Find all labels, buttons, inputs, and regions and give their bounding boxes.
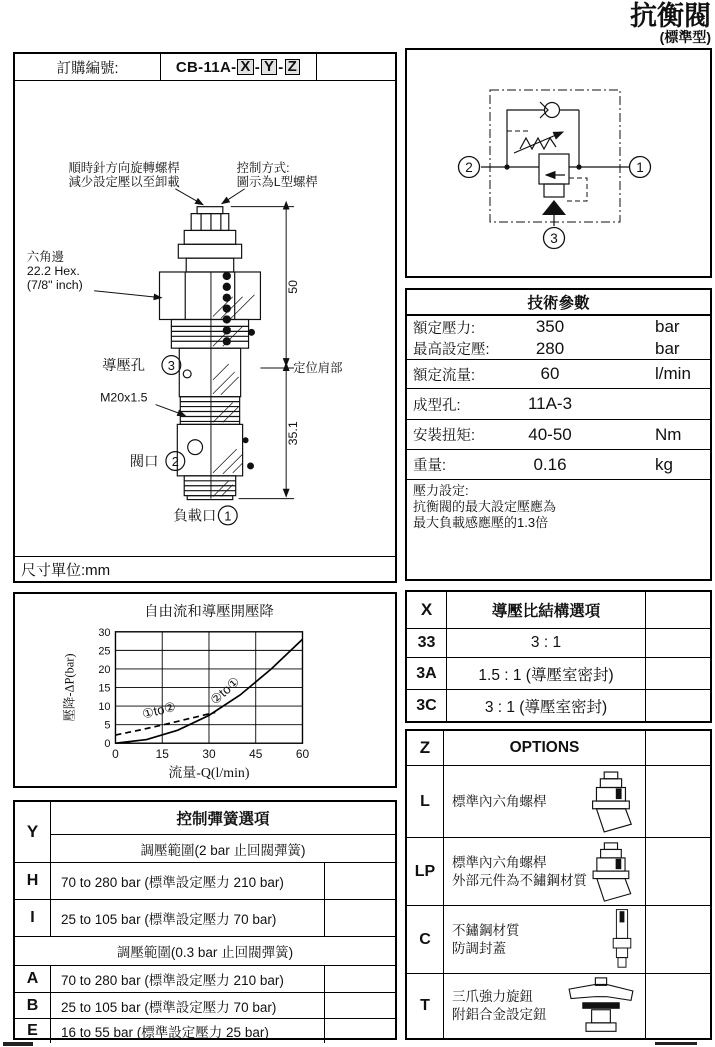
product-subtitle: (標準型) xyxy=(659,29,711,46)
annotation-hex xyxy=(27,249,162,298)
annotation-clockwise-note xyxy=(68,160,203,205)
y-row-h xyxy=(15,862,395,899)
tech-row-weight xyxy=(407,450,710,480)
page-title xyxy=(630,2,711,45)
y-row-i xyxy=(15,899,395,936)
y-subrange-03bar: 調壓範圍(0.3 bar 止回閥彈簧) xyxy=(15,936,395,965)
z-code: T xyxy=(407,974,444,1038)
y-table-header xyxy=(15,802,395,862)
y-tick-label: 5 xyxy=(104,719,111,732)
order-code-x: X xyxy=(237,59,253,75)
x-tick-label: 60 xyxy=(295,747,310,762)
tech-row-torque xyxy=(407,420,710,450)
option-l-illustration xyxy=(581,770,639,834)
y-tick-label: 10 xyxy=(98,701,111,714)
tech-value: 40-50 xyxy=(528,424,572,444)
y-desc: 25 to 105 bar (標準設定壓力 70 bar) xyxy=(51,993,325,1018)
hydraulic-schematic xyxy=(407,50,710,276)
order-number-row xyxy=(15,54,395,81)
y-desc: 70 to 280 bar (標準設定壓力 210 bar) xyxy=(51,863,325,899)
pressure-setting-note xyxy=(407,480,710,534)
y-code: A xyxy=(15,966,51,992)
dimension-50: 50 xyxy=(286,279,301,294)
y-tick-label: 0 xyxy=(104,738,111,751)
tech-label: 最高設定壓: xyxy=(413,342,490,358)
z-row-t xyxy=(407,973,710,1038)
z-table-title: OPTIONS xyxy=(444,731,646,765)
series-label: ②to① xyxy=(207,673,243,708)
z-code: LP xyxy=(407,838,444,905)
tech-value: 60 xyxy=(540,364,560,383)
x-code: 3A xyxy=(407,658,447,689)
product-title: 抗衡閥 xyxy=(630,1,711,31)
y-tick-label: 25 xyxy=(98,645,111,658)
y-code: E xyxy=(15,1019,51,1043)
y-empty-cell xyxy=(325,993,395,1018)
x-tick-label: 45 xyxy=(249,747,263,762)
x-desc: 1.5 : 1 (導壓室密封) xyxy=(447,658,646,689)
dimension-35-1: 35.1 xyxy=(286,421,301,446)
y-empty-cell xyxy=(325,863,395,899)
order-sep-1: - xyxy=(254,58,260,76)
tech-unit: kg xyxy=(655,454,673,474)
z-desc-line: 附鋁合金設定鈕 xyxy=(452,1007,547,1022)
y-code: I xyxy=(15,900,51,936)
pressure-drop-chart-panel xyxy=(13,592,397,788)
schematic-port-2: 2 xyxy=(465,160,473,175)
tech-unit: Nm xyxy=(655,424,682,444)
note-line: 壓力設定: xyxy=(413,483,469,498)
y-axis-label: 壓降-ΔP(bar) xyxy=(62,653,77,722)
z-row-l xyxy=(407,765,710,837)
tech-value: 350 xyxy=(535,317,565,336)
tech-label: 安裝扭矩: xyxy=(413,428,476,444)
order-empty-cell xyxy=(317,54,395,80)
option-t-illustration xyxy=(563,976,639,1036)
y-empty-cell xyxy=(325,966,395,992)
order-prefix: CB-11A- xyxy=(175,58,237,76)
series-label: ①to② xyxy=(140,698,178,722)
y-subrange-2bar: 調壓範圍(2 bar 止回閥彈簧) xyxy=(140,842,306,858)
pilot-ratio-table xyxy=(405,590,712,723)
z-empty-cell xyxy=(646,906,710,973)
valve-spring-balls xyxy=(223,272,255,470)
z-empty-cell xyxy=(646,838,710,905)
technical-parameters-panel xyxy=(405,288,712,581)
z-desc-line: 不鏽鋼材質 xyxy=(452,922,520,938)
x-empty-cell xyxy=(646,658,710,689)
hydraulic-schematic-panel xyxy=(405,48,712,278)
schematic-junctions xyxy=(504,164,581,215)
pilot-port-text: 導壓孔 xyxy=(102,357,146,374)
x-tick-label: 15 xyxy=(155,747,169,762)
x-table-title: 導壓比結構選項 xyxy=(447,592,646,628)
tech-pressure-group xyxy=(407,316,710,360)
load-port-label xyxy=(173,506,237,525)
y-empty-cell xyxy=(325,1019,395,1043)
y-table-code-header: Y xyxy=(15,802,51,862)
shoulder-label: 定位肩部 xyxy=(293,360,343,375)
x-code: 3C xyxy=(407,690,447,721)
schematic-port-1: 1 xyxy=(636,160,644,175)
valve-port-label xyxy=(130,452,185,471)
x-row-3a xyxy=(407,657,710,689)
z-empty-cell xyxy=(646,766,710,837)
y-desc: 25 to 105 bar (標準設定壓力 70 bar) xyxy=(51,900,325,936)
tech-unit: bar xyxy=(655,338,680,358)
thread-label xyxy=(100,391,185,416)
y-row-a xyxy=(15,965,395,992)
x-table-code-header: X xyxy=(407,592,447,628)
z-empty-cell xyxy=(646,974,710,1038)
pilot-port-label xyxy=(102,356,181,375)
z-table-code-header: Z xyxy=(407,731,444,765)
tech-row-rated-flow xyxy=(407,360,710,389)
load-port-text: 負載口 xyxy=(173,508,217,525)
x-empty-cell xyxy=(646,690,710,721)
hex-label-line2: 22.2 Hex. xyxy=(26,263,80,278)
y-row-b xyxy=(15,992,395,1018)
z-table-header xyxy=(407,731,710,765)
pilot-port-number: 3 xyxy=(167,357,175,373)
footer-artifact-left xyxy=(3,1042,33,1046)
z-desc-line: 標準內六角螺桿 xyxy=(452,793,547,809)
tech-value: 11A-3 xyxy=(527,394,573,413)
annotation-clockwise-line1: 順時針方向旋轉螺桿 xyxy=(68,161,180,176)
annotation-control-line2: 圖示為L型螺桿 xyxy=(236,174,318,189)
y-row-e xyxy=(15,1018,395,1043)
y-code: H xyxy=(15,863,51,899)
note-line: 最大負載感應壓的1.3倍 xyxy=(413,514,549,530)
tech-row-cavity xyxy=(407,389,710,420)
z-code: C xyxy=(407,906,444,973)
x-row-33 xyxy=(407,628,710,657)
x-empty-cell xyxy=(646,629,710,657)
control-spring-table xyxy=(13,800,397,1040)
x-tick-label: 30 xyxy=(202,747,216,762)
tech-unit: bar xyxy=(655,317,680,336)
valve-cross-section-drawing xyxy=(15,81,398,556)
chart-title: 自由流和導壓開壓降 xyxy=(144,603,274,620)
x-table-empty-col xyxy=(646,592,710,628)
x-row-3c xyxy=(407,689,710,721)
z-row-lp xyxy=(407,837,710,905)
dimension-unit-note: 尺寸單位:mm xyxy=(15,556,395,581)
z-row-c xyxy=(407,905,710,973)
x-code: 33 xyxy=(407,629,447,657)
z-desc xyxy=(444,974,646,1038)
tech-value: 0.16 xyxy=(533,454,567,474)
y-empty-cell xyxy=(325,900,395,936)
x-table-header xyxy=(407,592,710,628)
order-code-z: Z xyxy=(285,59,300,75)
hex-label-line1: 六角邊 xyxy=(26,250,64,265)
order-code-y: Y xyxy=(261,59,277,75)
footer-artifact-right xyxy=(655,1042,697,1045)
z-desc xyxy=(444,838,646,905)
z-desc xyxy=(444,766,646,837)
note-line: 抗衡閥的最大設定壓應為 xyxy=(413,498,557,514)
tech-row-max-setting xyxy=(407,338,710,359)
x-desc: 3 : 1 xyxy=(447,629,646,657)
annotation-control-line1: 控制方式: xyxy=(236,161,290,176)
thread-size-text: M20x1.5 xyxy=(100,390,148,405)
tech-label: 重量: xyxy=(413,458,447,474)
z-table-empty-col xyxy=(646,731,710,765)
order-number-label: 訂購編號: xyxy=(15,54,161,80)
tech-label: 額定壓力: xyxy=(413,320,476,337)
tech-label: 額定流量: xyxy=(413,367,476,384)
annotation-control-type xyxy=(222,160,318,204)
y-table-title: 控制彈簧選項 xyxy=(51,802,395,835)
valve-drawing-panel xyxy=(13,52,397,583)
y-desc: 70 to 280 bar (標準設定壓力 210 bar) xyxy=(51,966,325,992)
y-header-right xyxy=(51,802,395,862)
y-desc: 16 to 55 bar (標準設定壓力 25 bar) xyxy=(51,1019,325,1043)
option-lp-illustration xyxy=(581,841,639,903)
schematic-port-3: 3 xyxy=(550,231,558,246)
valve-port-number: 2 xyxy=(171,453,179,469)
valve-port-text: 閥口 xyxy=(129,453,159,470)
x-tick-label: 0 xyxy=(112,747,119,762)
x-desc: 3 : 1 (導壓室密封) xyxy=(447,690,646,721)
y-tick-label: 15 xyxy=(98,682,111,695)
hex-label-line3: (7/8" inch) xyxy=(26,277,83,292)
tech-label: 成型孔: xyxy=(413,397,461,414)
y-tick-label: 20 xyxy=(98,663,111,676)
z-desc-line: 外部元件為不鏽鋼材質 xyxy=(452,872,587,888)
tech-unit: l/min xyxy=(655,364,691,383)
order-sep-2: - xyxy=(278,58,284,76)
z-code: L xyxy=(407,766,444,837)
z-desc-line: 標準內六角螺桿 xyxy=(452,854,547,870)
z-desc-line: 防調封蓋 xyxy=(452,940,506,956)
z-desc-line: 三爪強力旋鈕 xyxy=(452,989,533,1005)
pressure-drop-chart xyxy=(15,594,395,785)
z-desc xyxy=(444,906,646,973)
order-number-value xyxy=(161,54,317,80)
tech-value: 280 xyxy=(535,338,565,358)
option-c-illustration xyxy=(605,908,639,972)
y-code: B xyxy=(15,993,51,1018)
annotation-clockwise-line2: 減少設定壓以至卸載 xyxy=(68,174,180,189)
options-table xyxy=(405,729,712,1040)
y-tick-label: 30 xyxy=(98,626,111,639)
tech-table-title: 技術參數 xyxy=(407,290,710,316)
load-port-number: 1 xyxy=(224,508,232,524)
x-axis-label: 流量-Q(l/min) xyxy=(168,766,250,782)
tech-row-rated-pressure xyxy=(407,316,710,338)
